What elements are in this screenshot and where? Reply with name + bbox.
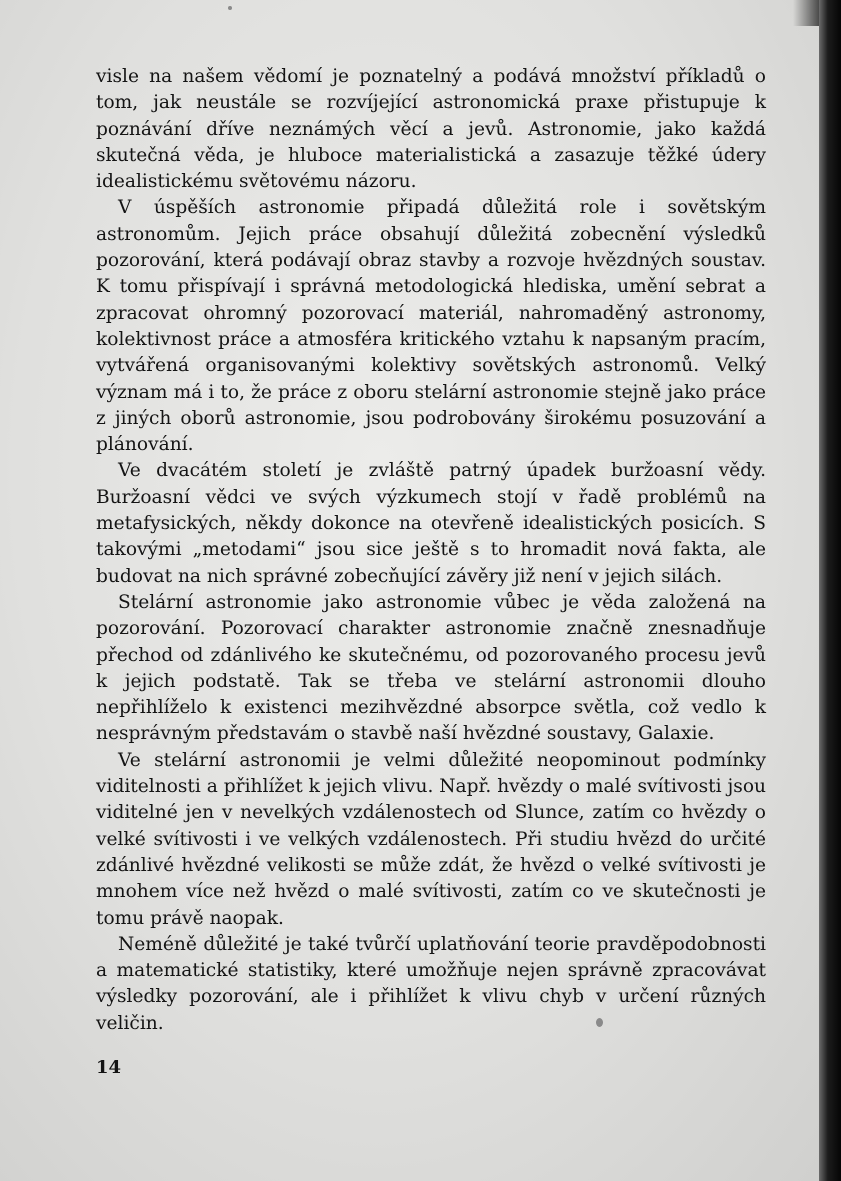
paragraph-1: visle na našem vědomí je poznatelný a podává množství příkladů o tom, jak neustále se rozvíjející astronomická praxe přistupuje k poznávání dříve neznámých věcí a jevů. Astronomie, jako každá skutečná věda, je hluboce materialistická a zasazuje těžké údery idealistickému světovému názoru.	[96, 66, 766, 193]
paper-speck	[228, 6, 232, 10]
paragraph-2: V úspěších astronomie připadá důležitá role i sovětským astronomům. Jejich práce obsahují důležitá zobecnění výsledků pozorování, která podávají obraz stavby a rozvoje hvězdných soustav. K tomu přispívají i správná metodologická hlediska, umění sebrat a zpracovat ohromný pozorovací materiál, nahromaděný astronomy, kolektivnost práce a atmosféra kritického vztahu k napsaným pracím, vytvářená organisovanými kolektivy sovětských astronomů. Velký význam má i to, že práce z oboru stelární astronomie stejně jako práce z jiných oborů astronomie, jsou podrobovány širokému posuzování a plánování.	[96, 197, 766, 456]
paragraph-3: Ve dvacátém století je zvláště patrný úpadek buržoasní vědy. Buržoasní vědci ve svých výzkumech stojí v řadě problémů na metafysických, někdy dokonce na otevřeně idealistických posicích. S takovými „metodami“ jsou sice ještě s to hromadit nová fakta, ale budovat na nich správné zobecňující závěry již není v jejich silách.	[96, 460, 766, 587]
paper-speck	[596, 1018, 603, 1027]
paragraph-6: Neméně důležité je také tvůrčí uplatňování teorie pravděpodobnosti a matematické statistiky, které umožňuje nejen správně zpracovávat výsledky pozorování, ale i přihlížet k vlivu chyb v určení různých veličin.	[96, 933, 766, 1034]
paragraph-5: Ve stelární astronomii je velmi důležité neopominout podmínky viditelnosti a přihlížet k jejich vlivu. Např. hvězdy o malé svítivosti jsou viditelné jen v nevelkých vzdálenostech od Slunce, zatím co hvězdy o velké svítivosti i ve velkých vzdálenostech. Při studiu hvězd do určité zdánlivé hvězdné velikosti se může zdát, že hvězd o velké svítivosti je mnohem více než hvězd o malé svítivosti, zatím co ve skutečnosti je tomu právě naopak.	[96, 749, 766, 929]
paragraph-4: Stelární astronomie jako astronomie vůbec je věda založená na pozorování. Pozorovací charakter astronomie značně znesnadňuje přechod od zdánlivého ke skutečnému, od pozorovaného procesu jevů k jejich podstatě. Tak se třeba ve stelární astronomii dlouho nepřihlíželo k existenci mezihvězdné absorpce světla, což vedlo k nesprávným představám o stavbě naší hvězdné soustavy, Galaxie.	[96, 591, 766, 745]
binding-edge	[819, 0, 841, 1181]
body-text	[96, 64, 766, 1037]
page-number: 14	[96, 1057, 122, 1078]
